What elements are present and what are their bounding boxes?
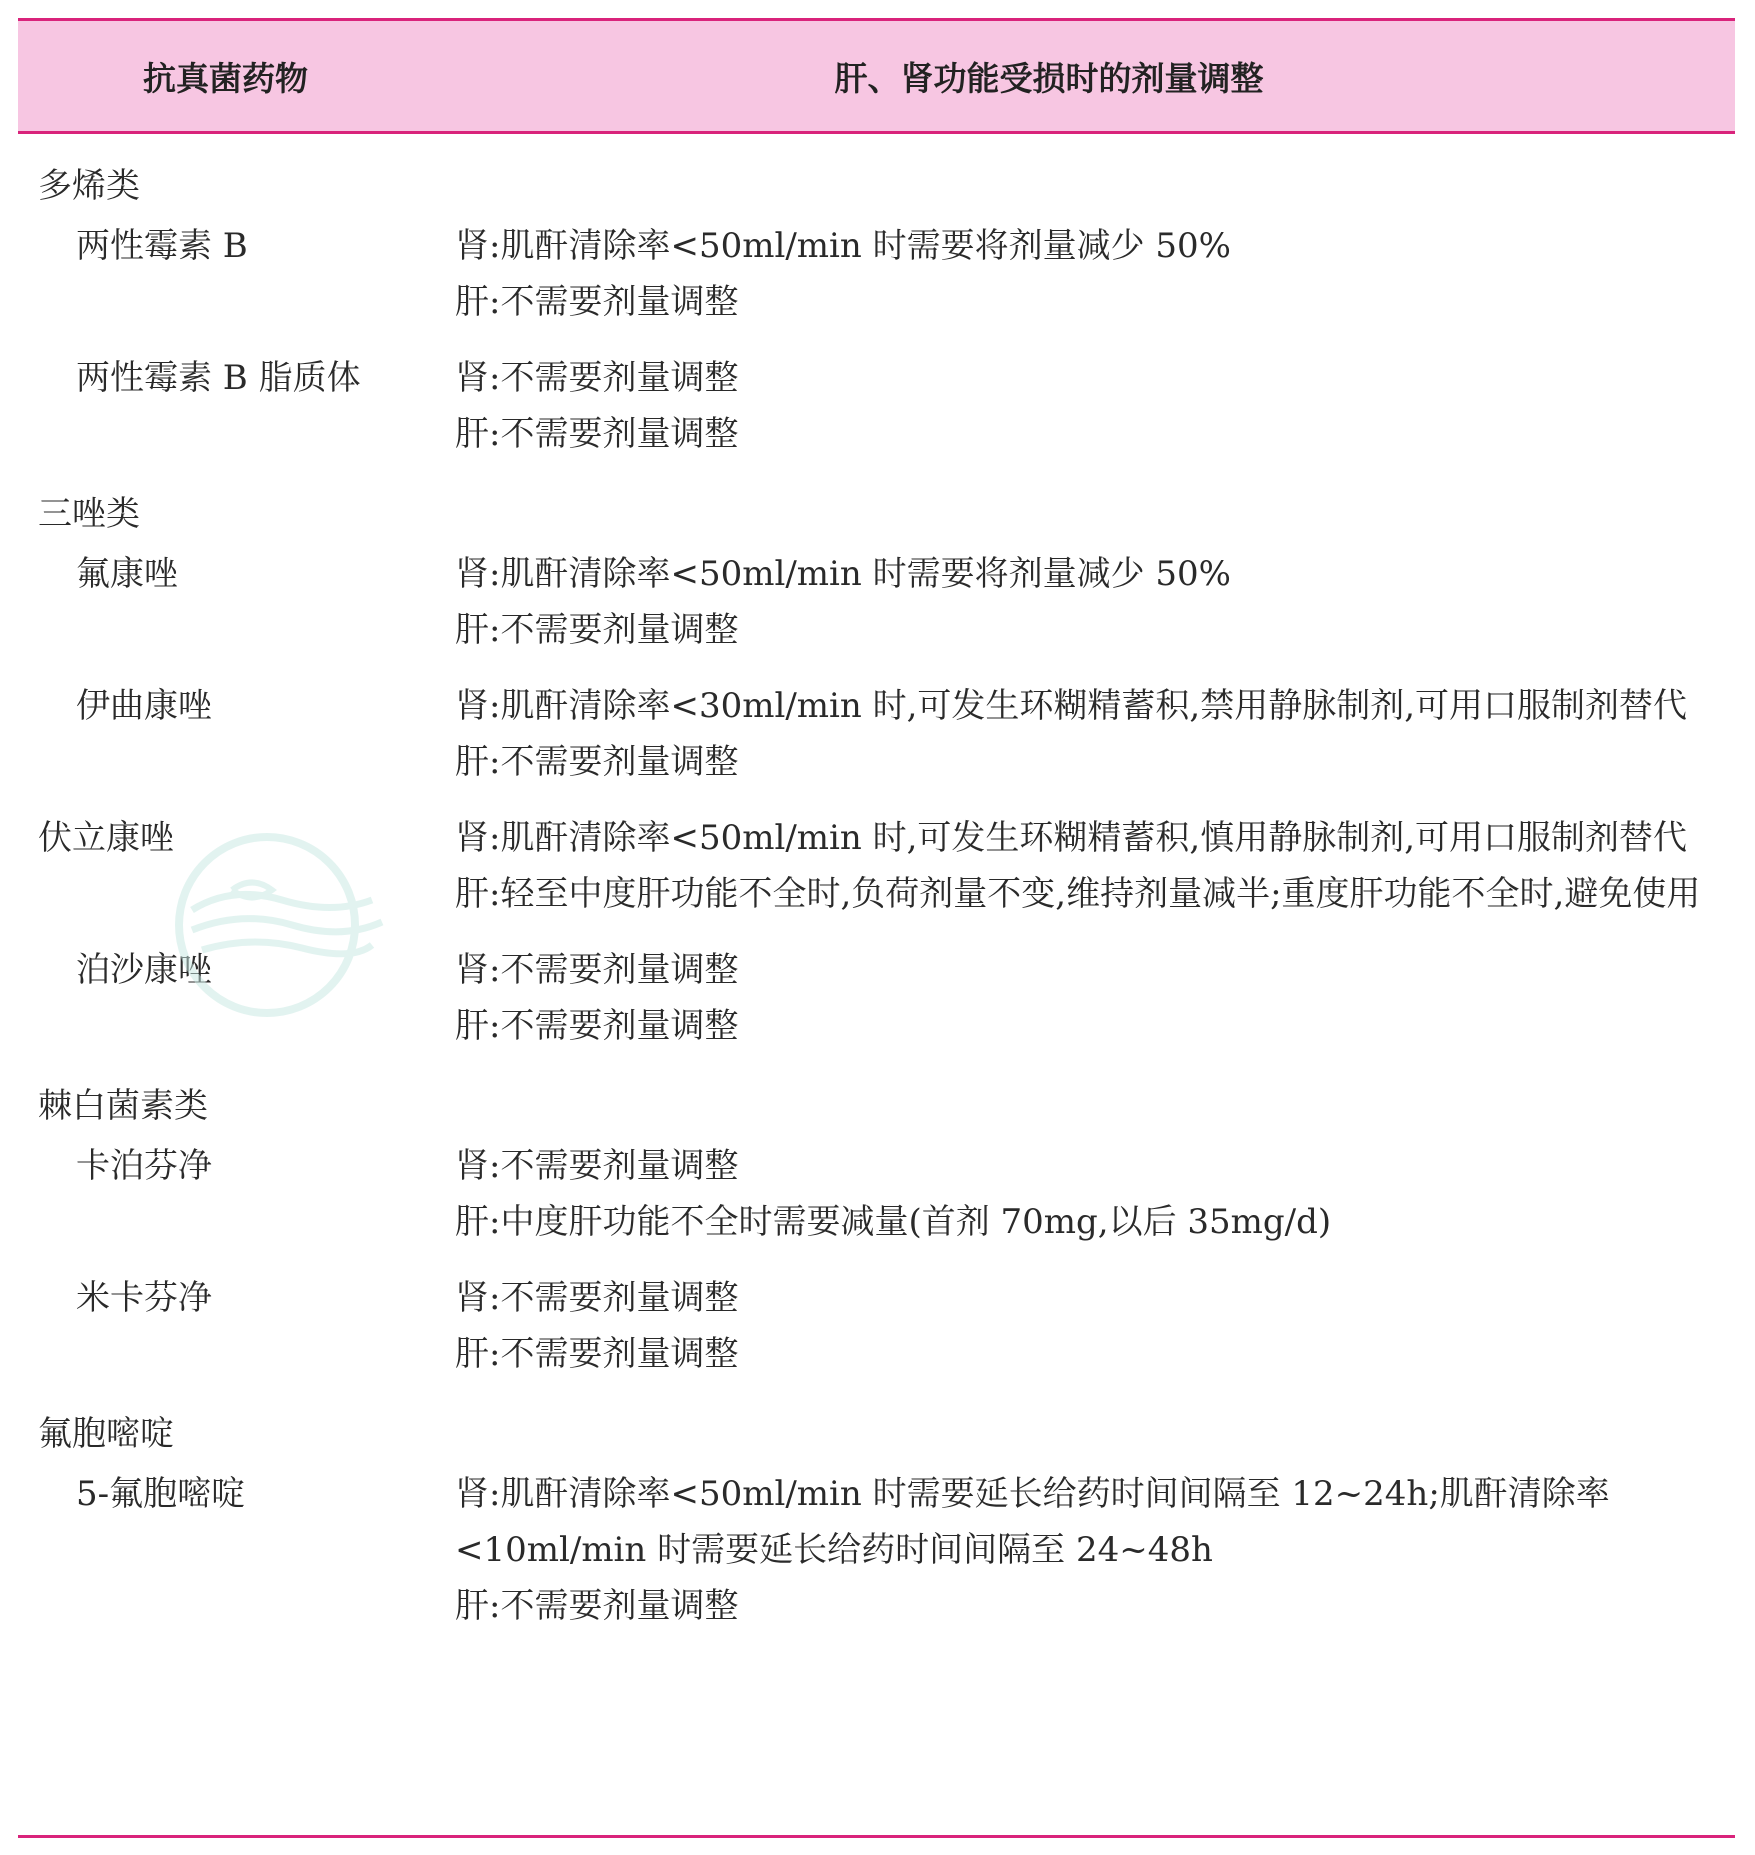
adjustment-line: 肝:中度肝功能不全时需要减量(首剂 70mg,以后 35mg/d) bbox=[455, 1202, 1332, 1242]
adjustment-line: 肾:不需要剂量调整 bbox=[455, 1146, 739, 1186]
table-body bbox=[18, 134, 1735, 1634]
category-row: 氟胞嘧啶 bbox=[38, 1414, 174, 1454]
adjustment-line: 肝:不需要剂量调整 bbox=[455, 610, 739, 650]
drug-name: 伊曲康唑 bbox=[76, 686, 212, 726]
table-row bbox=[18, 1138, 1735, 1250]
category-row: 三唑类 bbox=[38, 494, 140, 534]
drug-name: 伏立康唑 bbox=[38, 818, 174, 858]
adjustment-line: 肝:不需要剂量调整 bbox=[455, 1586, 739, 1626]
header-adjustment: 肝、肾功能受损时的剂量调整 bbox=[834, 58, 1264, 98]
category-row: 棘白菌素类 bbox=[38, 1086, 208, 1126]
adjustment-line: 肾:肌酐清除率<50ml/min 时,可发生环糊精蓄积,慎用静脉制剂,可用口服制剂替代 bbox=[455, 818, 1688, 858]
table-row bbox=[18, 546, 1735, 658]
adjustment-line: 肾:不需要剂量调整 bbox=[455, 1278, 739, 1318]
drug-name: 氟康唑 bbox=[76, 554, 178, 594]
table-header bbox=[18, 21, 1735, 134]
adjustment-line: 肝:不需要剂量调整 bbox=[455, 414, 739, 454]
dosage-table bbox=[18, 18, 1735, 1654]
dosage-adjustment bbox=[455, 810, 1735, 922]
adjustment-line: 肝:轻至中度肝功能不全时,负荷剂量不变,维持剂量减半;重度肝功能不全时,避免使用 bbox=[455, 874, 1701, 914]
table-bottom-rule bbox=[18, 1835, 1735, 1838]
adjustment-line: 肝:不需要剂量调整 bbox=[455, 1006, 739, 1046]
dosage-adjustment bbox=[455, 1138, 1735, 1250]
table-row bbox=[18, 1270, 1735, 1382]
adjustment-line: 肾:肌酐清除率<50ml/min 时需要延长给药时间间隔至 12~24h;肌酐清除率<10ml/min 时需要延长给药时间间隔至 24~48h bbox=[455, 1474, 1610, 1570]
drug-name: 泊沙康唑 bbox=[76, 950, 212, 990]
table-row bbox=[18, 810, 1735, 922]
drug-name: 米卡芬净 bbox=[76, 1278, 212, 1318]
table-row bbox=[18, 350, 1735, 462]
dosage-adjustment bbox=[455, 942, 1735, 1054]
adjustment-line: 肾:肌酐清除率<50ml/min 时需要将剂量减少 50% bbox=[455, 554, 1231, 594]
adjustment-line: 肝:不需要剂量调整 bbox=[455, 282, 739, 322]
table-row bbox=[18, 218, 1735, 330]
dosage-adjustment bbox=[455, 678, 1735, 790]
adjustment-line: 肾:不需要剂量调整 bbox=[455, 950, 739, 990]
table-row bbox=[18, 1466, 1735, 1634]
dosage-adjustment bbox=[455, 546, 1735, 658]
drug-name: 两性霉素 B 脂质体 bbox=[76, 358, 361, 398]
adjustment-line: 肝:不需要剂量调整 bbox=[455, 742, 739, 782]
table-row bbox=[18, 942, 1735, 1054]
adjustment-line: 肾:肌酐清除率<30ml/min 时,可发生环糊精蓄积,禁用静脉制剂,可用口服制剂替代 bbox=[455, 686, 1688, 726]
dosage-adjustment bbox=[455, 218, 1735, 330]
dosage-adjustment bbox=[455, 1466, 1735, 1634]
dosage-adjustment bbox=[455, 1270, 1735, 1382]
dosage-adjustment bbox=[455, 350, 1735, 462]
category-row: 多烯类 bbox=[38, 166, 140, 206]
drug-name: 两性霉素 B bbox=[76, 226, 248, 266]
adjustment-line: 肾:不需要剂量调整 bbox=[455, 358, 739, 398]
drug-name: 5-氟胞嘧啶 bbox=[76, 1474, 246, 1514]
drug-name: 卡泊芬净 bbox=[76, 1146, 212, 1186]
adjustment-line: 肾:肌酐清除率<50ml/min 时需要将剂量减少 50% bbox=[455, 226, 1231, 266]
header-drug: 抗真菌药物 bbox=[143, 58, 308, 98]
adjustment-line: 肝:不需要剂量调整 bbox=[455, 1334, 739, 1374]
table-row bbox=[18, 678, 1735, 790]
